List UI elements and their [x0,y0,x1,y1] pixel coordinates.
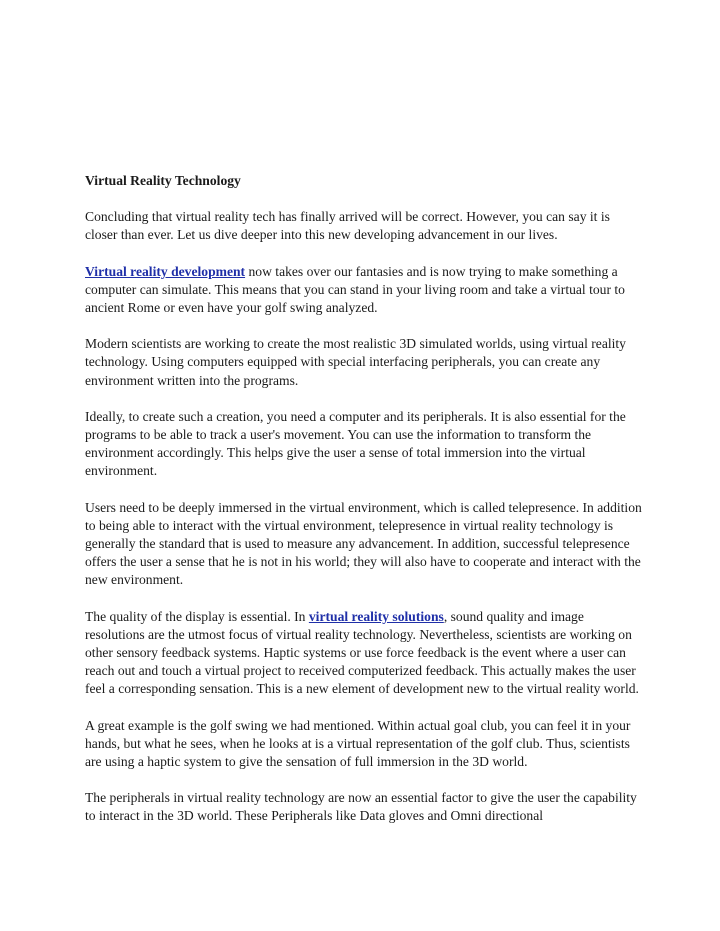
paragraph-display-quality-pre: The quality of the display is essential. In [85,608,309,624]
paragraph-development [85,263,645,318]
paragraph-telepresence: Users need to be deeply immersed in the virtual environment, which is called telepresence. In addition to being able to interact with the virtual environment, telepresence in virtual reality technology is generally the standard that is used to measure any advancement. In addition, successful telepresence offers the user a sense that he is not in his world; they will also have to cooperate and interact with the new environment. [85,499,642,588]
paragraph-development-text: now takes over our fantasies and is now trying to make something a computer can simulate. This means that you can stand in your living room and take a virtual tour to ancient Rome or even have your golf swing analyzed. [85,263,625,316]
document-title: Virtual Reality Technology [85,173,241,188]
paragraph-golf-example: A great example is the golf swing we had mentioned. Within actual goal club, you can feel it in your hands, but what he sees, when he looks at is a virtual representation of the golf club. Thus, scientists are using a haptic system to give the sensation of full immersion in the 3D world. [85,717,631,770]
virtual-reality-development-link[interactable]: Virtual reality development [85,263,246,279]
paragraph-display-quality [85,608,645,699]
paragraph-intro: Concluding that virtual reality tech has finally arrived will be correct. However, you can say it is closer than ever. Let us dive deeper into this new developing advancement in our lives. [85,209,610,243]
paragraph-scientists: Modern scientists are working to create the most realistic 3D simulated worlds, using virtual reality technology. Using computers equipped with special interfacing peripherals, you can create any environment written into the programs. [85,336,626,388]
paragraph-display-quality-post: , sound quality and image resolutions are the utmost focus of virtual reality technology. Nevertheless, scientists are working on other sensory feedback systems. Haptic systems or use force feedback is the event where a user can reach out and touch a virtual project to received computerized feedback. This actually makes the user feel a corresponding sensation. This is a new element of development new to the virtual reality world. [85,608,639,697]
document-body [85,172,645,844]
paragraph-peripherals-tracking: Ideally, to create such a creation, you need a computer and its peripherals. It is also essential for the programs to be able to track a user's movement. You can use the information to transform the environment accordingly. This helps give the user a sense of total immersion into the virtual environment. [85,408,626,479]
paragraph-peripherals-3d: The peripherals in virtual reality technology are now an essential factor to give the user the capability to interact in the 3D world. These Peripherals like Data gloves and Omni directional [85,790,637,824]
virtual-reality-solutions-link[interactable]: virtual reality solutions [308,608,444,624]
